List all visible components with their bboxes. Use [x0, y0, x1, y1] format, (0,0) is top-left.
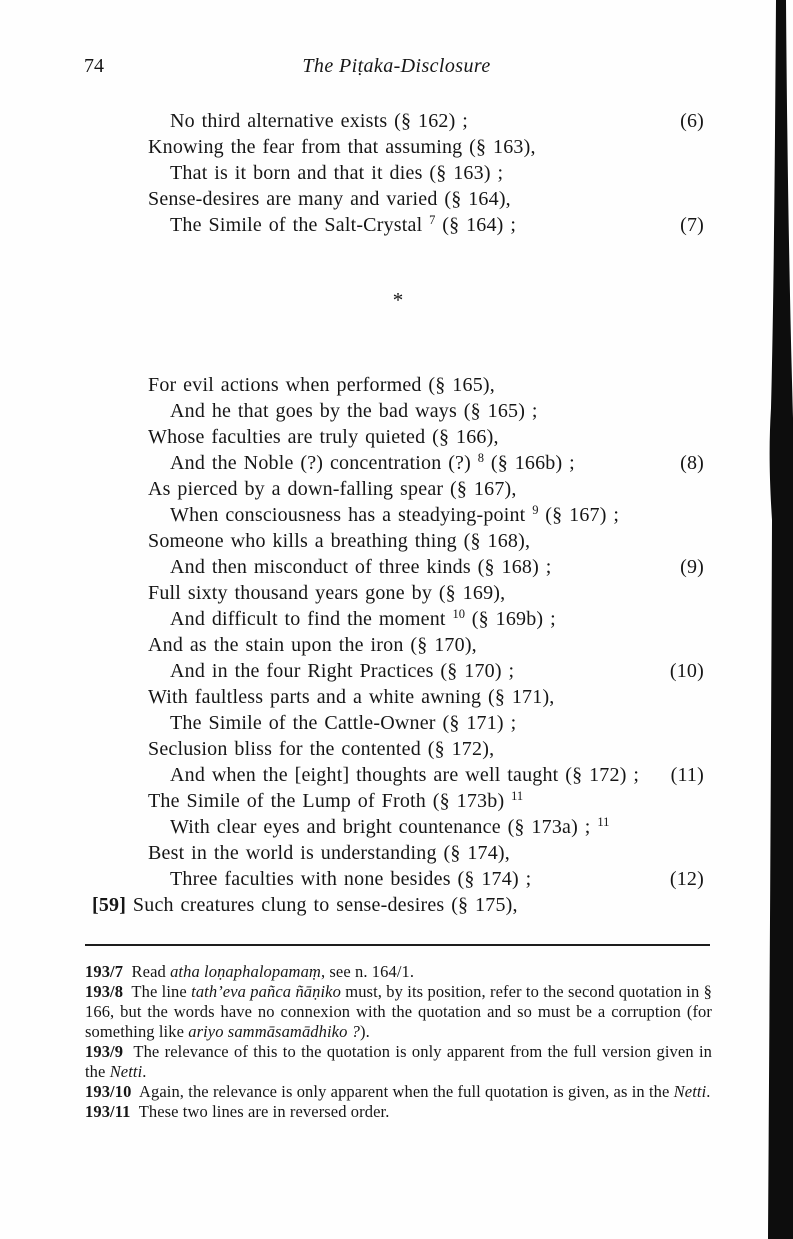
verse-text: The Simile of the Lump of Froth (§ 173b)	[148, 790, 512, 812]
footnote-ref: 11	[511, 789, 524, 803]
footnote-text: .	[706, 1082, 711, 1101]
verse-line	[92, 866, 704, 892]
verse-line	[92, 502, 704, 528]
verse-line	[92, 108, 704, 134]
verse-line	[92, 160, 704, 186]
verse-stanza-2	[92, 372, 704, 918]
footnote	[85, 1082, 712, 1102]
verse-text: Three faculties with none besides (§ 174) ;	[170, 868, 532, 890]
verse-line	[92, 186, 704, 212]
verse-text: With faultless parts and a white awning (§ 171),	[148, 686, 555, 708]
verse-line	[92, 476, 704, 502]
verse-stanza-1	[92, 108, 704, 238]
footnote	[85, 1042, 712, 1082]
footnote-text-italic: atha loṇaphalopamaṃ	[170, 962, 321, 981]
footnote-text-italic: ariyo sammāsamādhiko ?	[188, 1022, 361, 1041]
stanza-separator: *	[392, 288, 404, 312]
verse-text: That is it born and that it dies (§ 163) ;	[170, 162, 504, 184]
verse-line	[92, 684, 704, 710]
verse-line	[92, 736, 704, 762]
verse-text: Seclusion bliss for the contented (§ 172),	[148, 738, 495, 760]
verse-text: The Simile of the Salt-Crystal	[170, 214, 430, 236]
verse-line	[92, 762, 704, 788]
verse-text: Best in the world is understanding (§ 174),	[148, 842, 510, 864]
footnote-text: The line	[131, 982, 192, 1001]
verse-number: (6)	[680, 110, 704, 132]
footnote	[85, 982, 712, 1042]
verse-number: (8)	[680, 452, 704, 474]
verse-text: (§ 164) ;	[435, 214, 517, 236]
footnote-label: 193/11	[85, 1102, 131, 1121]
footnote-ref: 9	[532, 503, 539, 517]
footnote-text: These two lines are in reversed order.	[138, 1102, 390, 1121]
verse-line	[92, 632, 704, 658]
verse-text: The Simile of the Cattle-Owner (§ 171) ;	[170, 712, 517, 734]
verse-number: (7)	[680, 214, 704, 236]
verse-line	[92, 814, 704, 840]
verse-line	[92, 788, 704, 814]
footnote-label: 193/8	[85, 982, 124, 1001]
footnote-label: 193/9	[85, 1042, 124, 1061]
verse-text: With clear eyes and bright countenance (§ 173a) ;	[170, 816, 598, 838]
footnote-ref: 11	[597, 815, 610, 829]
verse-line	[92, 580, 704, 606]
verse-line	[92, 424, 704, 450]
footnote-text: ).	[360, 1022, 370, 1041]
footnotes-section	[85, 962, 712, 1122]
verse-text: And in the four Right Practices (§ 170) ;	[170, 660, 515, 682]
footnote-text-italic: Netti	[673, 1082, 707, 1101]
verse-text: Sense-desires are many and varied (§ 164),	[148, 188, 511, 210]
verse-line	[92, 606, 704, 632]
footnote-ref: 7	[429, 213, 436, 227]
verse-text: As pierced by a down-falling spear (§ 167),	[148, 478, 517, 500]
verse-line	[92, 658, 704, 684]
footnote-ref: 10	[452, 607, 465, 621]
footnote-ref: 8	[477, 451, 485, 465]
footnote-label: 193/10	[85, 1082, 132, 1101]
verse-line	[92, 892, 704, 918]
verse-text: (§ 166b) ;	[484, 452, 575, 474]
verse-text: (§ 167) ;	[538, 504, 620, 526]
verse-text: And the Noble (?) concentration (?)	[170, 452, 478, 474]
verse-line	[92, 372, 704, 398]
footnote-text-italic: tath’eva pañca ñāṇiko	[191, 982, 341, 1001]
footnote-text: Read	[131, 962, 171, 981]
footnote-text: , see n. 164/1.	[320, 962, 415, 981]
footnote-text: Again, the relevance is only apparent when the full quotation is given, as in the	[138, 1082, 674, 1101]
footnote-text: .	[142, 1062, 147, 1081]
verse-text: And when the [eight] thoughts are well taught (§ 172) ;	[170, 764, 640, 786]
verse-text: Full sixty thousand years gone by (§ 169),	[148, 582, 506, 604]
page-number: 74	[84, 55, 104, 77]
verse-line	[92, 450, 704, 476]
page-bracket-number: [59]	[92, 894, 127, 916]
verse-number: (10)	[669, 660, 704, 682]
verse-line	[92, 134, 704, 160]
footnote-text: must, by its position, refer to the second quotation in § 166, but the words have no connexion with the quotation and so must be a corruption (for something like	[85, 982, 712, 1041]
verse-text: Someone who kills a breathing thing (§ 168),	[148, 530, 531, 552]
footnote-text: The relevance of this to the quotation is only apparent from the full version given in the	[85, 1042, 712, 1081]
running-title: The Piṭaka-Disclosure	[302, 55, 491, 77]
verse-number: (12)	[669, 868, 704, 890]
verse-text: And then misconduct of three kinds (§ 168) ;	[170, 556, 552, 578]
verse-line	[92, 840, 704, 866]
footnote-label: 193/7	[85, 962, 124, 981]
verse-text: And he that goes by the bad ways (§ 165) ;	[170, 400, 538, 422]
footnote	[85, 1102, 712, 1122]
footnote-text-italic: Netti	[109, 1062, 143, 1081]
footnote-rule	[85, 944, 710, 946]
verse-number: (9)	[680, 556, 704, 578]
verse-line	[92, 528, 704, 554]
verse-line	[92, 710, 704, 736]
verse-text: And as the stain upon the iron (§ 170),	[148, 634, 477, 656]
verse-text: (§ 169b) ;	[464, 608, 556, 630]
verse-text: For evil actions when performed (§ 165),	[148, 374, 495, 396]
verse-text: And difficult to find the moment	[170, 608, 453, 630]
verse-text: When consciousness has a steadying-point	[170, 504, 533, 526]
verse-line	[92, 554, 704, 580]
footnote	[85, 962, 712, 982]
verse-text: Knowing the fear from that assuming (§ 163),	[148, 136, 536, 158]
verse-text: Whose faculties are truly quieted (§ 166),	[148, 426, 499, 448]
verse-number: (11)	[670, 764, 704, 786]
verse-line	[92, 212, 704, 238]
verse-text: Such creatures clung to sense-desires (§ 175),	[126, 894, 518, 916]
verse-text: No third alternative exists (§ 162) ;	[170, 110, 469, 132]
verse-line	[92, 398, 704, 424]
